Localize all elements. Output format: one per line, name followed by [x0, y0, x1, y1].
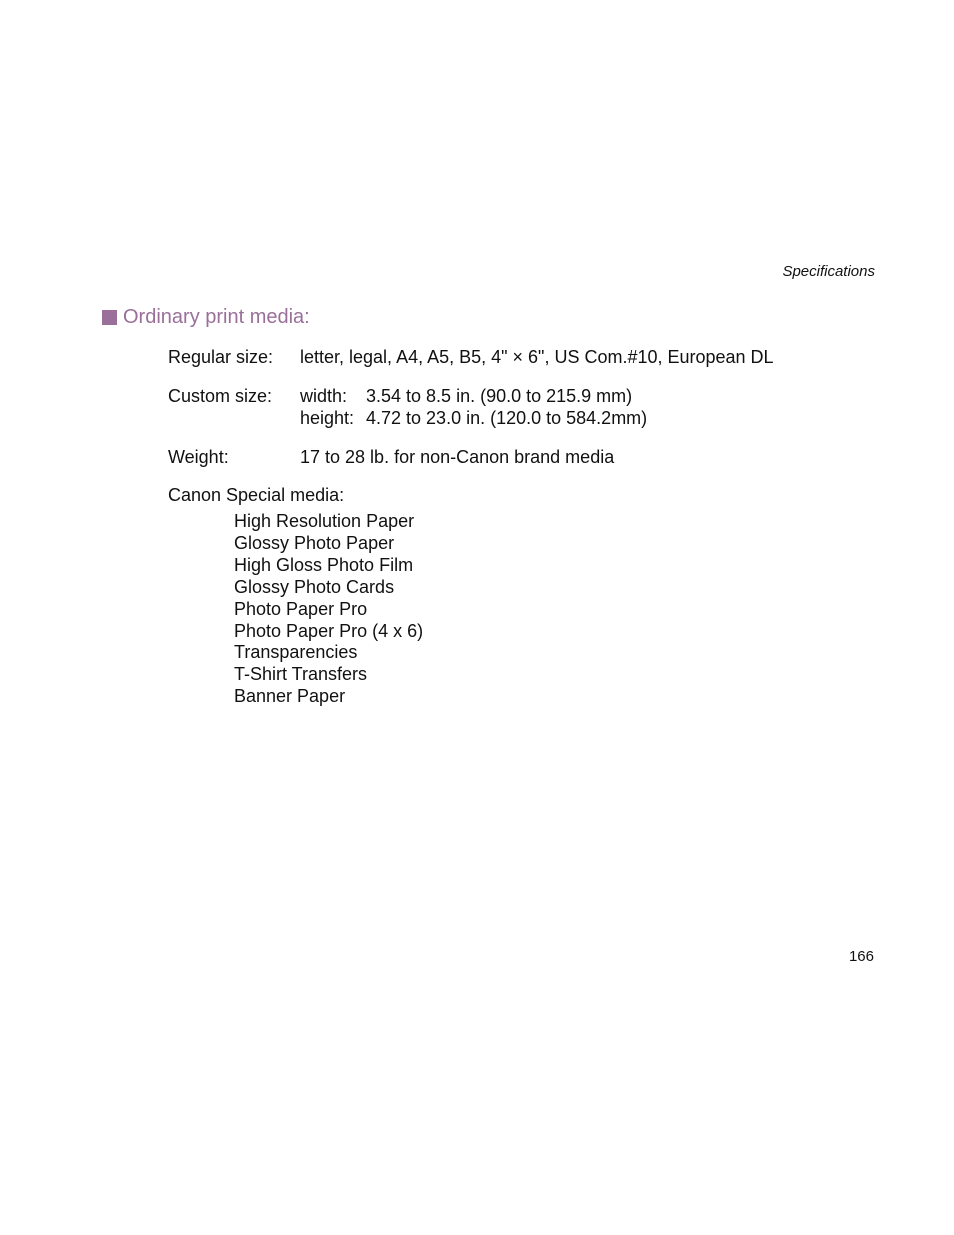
list-item: Transparencies	[234, 642, 358, 663]
page-number: 166	[848, 948, 874, 965]
list-item: High Resolution Paper	[234, 511, 415, 531]
section-heading	[102, 306, 310, 329]
custom-size-label: Custom size:	[168, 386, 273, 406]
list-item: Glossy Photo Cards	[234, 576, 395, 597]
weight-value: 17 to 28 lb. for non-Canon brand media	[300, 447, 615, 467]
custom-height-value: 4.72 to 23.0 in. (120.0 to 584.2mm)	[366, 408, 648, 428]
list-item: Photo Paper Pro	[234, 598, 368, 619]
regular-size-label: Regular size:	[168, 347, 274, 367]
special-media-list	[234, 511, 423, 708]
custom-size-values	[300, 385, 647, 429]
list-item: T-Shirt Transfers	[234, 664, 368, 685]
custom-width-row	[300, 385, 647, 407]
list-item: Glossy Photo Paper	[234, 532, 395, 553]
custom-height-label: height:	[300, 408, 355, 428]
custom-width-value: 3.54 to 8.5 in. (90.0 to 215.9 mm)	[366, 386, 633, 406]
special-media-label: Canon Special media:	[168, 485, 345, 505]
running-header: Specifications	[782, 263, 875, 280]
custom-width-label: width:	[300, 386, 348, 406]
custom-height-row	[300, 407, 647, 429]
square-bullet-icon	[102, 310, 117, 325]
regular-size-value: letter, legal, A4, A5, B5, 4" × 6", US Com.#10, European DL	[300, 347, 774, 367]
list-item: High Gloss Photo Film	[234, 554, 414, 575]
weight-label: Weight:	[168, 447, 229, 467]
list-item: Photo Paper Pro (4 x 6)	[234, 620, 424, 641]
list-item: Banner Paper	[234, 686, 346, 707]
section-heading-text: Ordinary print media:	[123, 306, 310, 328]
